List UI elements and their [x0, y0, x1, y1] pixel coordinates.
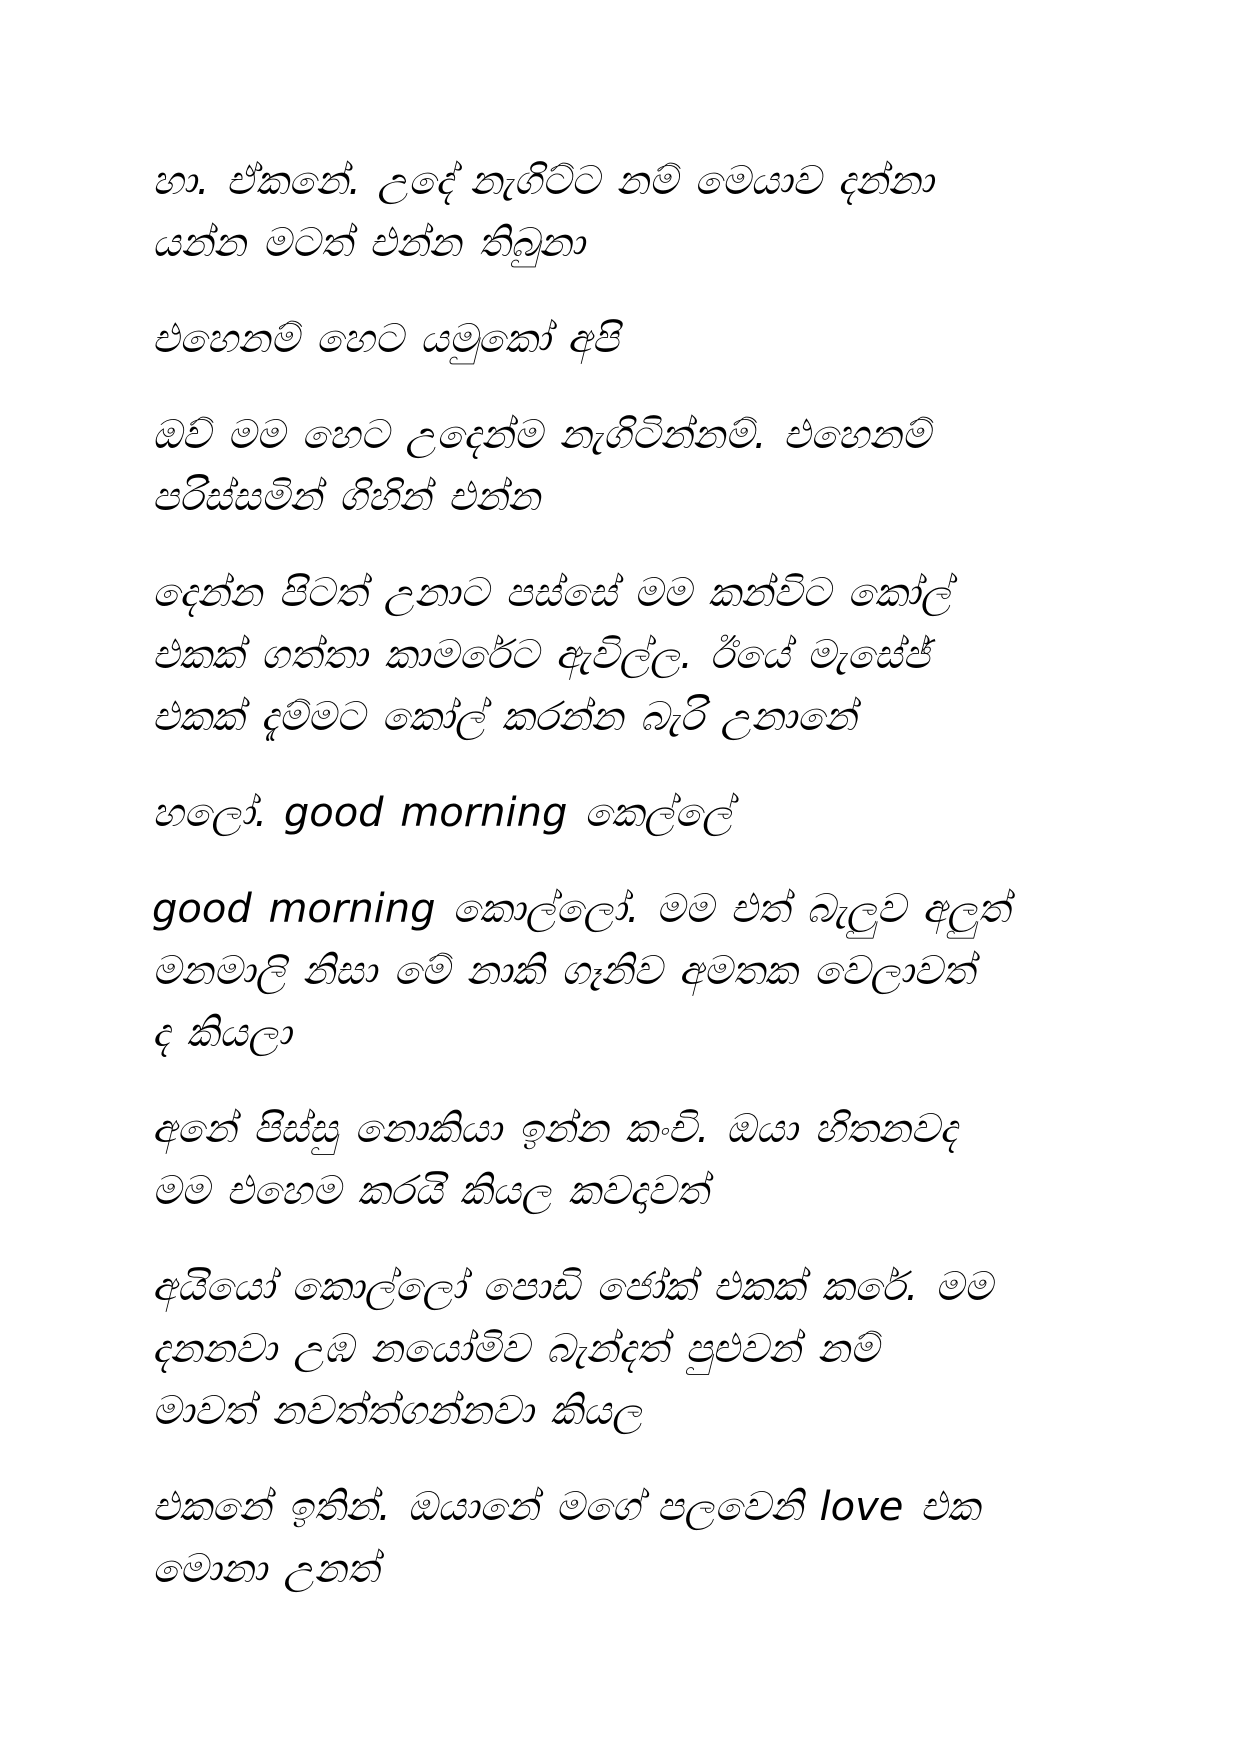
paragraph-line: යන්න මටත් එන්න තිබුනා — [152, 220, 585, 266]
paragraph-line: පරිස්සමින් ගිහින් එන්න — [152, 474, 541, 520]
paragraph-line: අයියෝ කොල්ලෝ පොඩි ජෝක් එකක් කරේ. මම — [152, 1264, 993, 1310]
paragraph-line: එකක් ගත්තා කාමරේට ඇවිල්ල. ඊයේ මැසේජ් — [152, 632, 930, 678]
paragraph-line: එහෙනම් හෙට යමුකෝ අපි — [152, 316, 619, 362]
paragraph-line: එකක් දැම්මට කෝල් කරන්න බැරි උනානේ — [152, 694, 857, 740]
paragraph-line: ද කියලා — [152, 1010, 292, 1056]
paragraph-5 — [152, 782, 1096, 844]
paragraph-line: මාවත් නවත්ත්ගන්නවා කියල — [152, 1388, 643, 1434]
paragraph-line: අනේ පිස්සු නොකියා ඉන්න කංචි. ඔයා හිතනවද — [152, 1106, 958, 1152]
paragraph-line: එකනේ ඉතින්. ඔයානේ මගේ පලවෙනි love එක — [152, 1484, 980, 1530]
paragraph-8 — [152, 1256, 1096, 1442]
paragraph-line: දනනවා උඹ නයෝමිව බැන්දත් පුළුවන් නම් — [152, 1326, 879, 1372]
paragraph-line: හා. ඒකනේ. උදේ නැගිට්ට නම් මෙයාව දන්නා — [152, 158, 934, 204]
paragraph-line: දෙන්න පිටත් උනාට පස්සේ මම කන්විට කෝල් — [152, 570, 951, 616]
paragraph-1 — [152, 150, 1096, 274]
page-body — [152, 150, 1096, 1634]
paragraph-7 — [152, 1098, 1096, 1222]
paragraph-6 — [152, 878, 1096, 1064]
paragraph-line: මම එහෙම කරයි කියල කවදාවත් — [152, 1168, 709, 1214]
paragraph-line: good morning කොල්ලෝ. මම එත් බැලුව අලුත් — [152, 886, 1010, 932]
paragraph-2 — [152, 308, 1096, 370]
paragraph-line: මනමාලි නිසා මේ නාකි ගෑනිව අමතක වෙලාවත් — [152, 948, 975, 994]
paragraph-line: මොනා උනත් — [152, 1546, 379, 1592]
paragraph-4 — [152, 562, 1096, 748]
paragraph-9 — [152, 1476, 1096, 1600]
paragraph-3 — [152, 404, 1096, 528]
paragraph-line: හලෝ. good morning කෙල්ලේ — [152, 790, 733, 836]
paragraph-line: ඔව් මම හෙට උදෙන්ම නැගිටින්නම්. එහෙනම් — [152, 412, 931, 458]
